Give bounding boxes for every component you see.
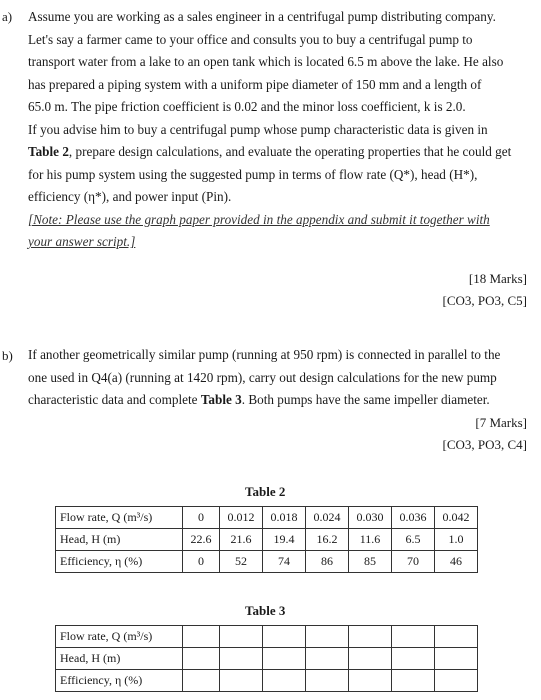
table-cell: 86: [306, 551, 349, 573]
empty-cell: [349, 670, 392, 692]
question-b-text: [28, 344, 534, 412]
empty-cell: [349, 648, 392, 670]
question-a-line: efficiency (η*), and power input (Pin).: [28, 189, 232, 204]
table-cell: 0: [183, 551, 220, 573]
table-2-caption: Table 2: [245, 484, 286, 499]
row-label: Efficiency, η (%): [56, 670, 183, 692]
table-row: [56, 670, 478, 692]
empty-cell: [392, 626, 435, 648]
empty-cell: [306, 626, 349, 648]
empty-cell: [349, 626, 392, 648]
table-cell: 0.018: [263, 507, 306, 529]
empty-cell: [220, 626, 263, 648]
row-label: Efficiency, η (%): [56, 551, 183, 573]
question-a-line: 65.0 m. The pipe friction coefficient is 0.02 and the minor loss coefficient, k is 2.0.: [28, 99, 466, 114]
table-row: [56, 626, 478, 648]
table-cell: 19.4: [263, 529, 306, 551]
question-a-line: Table 2, prepare design calculations, and evaluate the operating properties that he could get: [28, 144, 512, 159]
question-a-line: If you advise him to buy a centrifugal pump whose pump characteristic data is given in: [28, 121, 488, 137]
row-label: Flow rate, Q (m³/s): [56, 626, 183, 648]
question-a-line: Assume you are working as a sales engineer in a centrifugal pump distributing company.: [28, 9, 496, 24]
table-cell: 74: [263, 551, 306, 573]
question-a-label: a): [2, 9, 13, 24]
table-3-caption: Table 3: [245, 603, 286, 618]
table-cell: 22.6: [183, 529, 220, 551]
question-a-marks: [442, 268, 527, 312]
table-cell: 0.012: [220, 507, 263, 529]
empty-cell: [183, 626, 220, 648]
row-label: Head, H (m): [56, 648, 183, 670]
table-cell: 85: [349, 551, 392, 573]
table-row: [56, 529, 478, 551]
empty-cell: [220, 648, 263, 670]
note-line: [Note: Please use the graph paper provided in the appendix and submit it together with: [28, 211, 490, 227]
table-cell: 0.036: [392, 507, 435, 529]
table-cell: 16.2: [306, 529, 349, 551]
empty-cell: [263, 648, 306, 670]
question-b-label: b): [2, 348, 13, 363]
table-cell: 0.042: [435, 507, 478, 529]
question-b-marks: [442, 412, 527, 456]
course-outcome-label: [CO3, PO3, C4]: [442, 437, 527, 452]
table-3: [55, 625, 478, 692]
table-2-reference: Table 2: [28, 144, 69, 159]
table-cell: 0: [183, 507, 220, 529]
marks-label: [18 Marks]: [468, 271, 527, 286]
empty-cell: [263, 670, 306, 692]
question-a-line: for his pump system using the suggested pump in terms of flow rate (Q*), head (H*),: [28, 166, 478, 182]
question-a-line: Let's say a farmer came to your office and consults you to buy a centrifugal pump to: [28, 31, 473, 47]
table-row: [56, 648, 478, 670]
question-a-text: [28, 6, 534, 254]
row-label: Flow rate, Q (m³/s): [56, 507, 183, 529]
empty-cell: [435, 670, 478, 692]
table-cell: 0.024: [306, 507, 349, 529]
empty-cell: [435, 648, 478, 670]
row-label: Head, H (m): [56, 529, 183, 551]
question-b-line: characteristic data and complete Table 3. Both pumps have the same impeller diameter.: [28, 392, 490, 407]
empty-cell: [183, 648, 220, 670]
empty-cell: [183, 670, 220, 692]
question-a-line: transport water from a lake to an open tank which is located 6.5 m above the lake. He also: [28, 54, 504, 69]
table-cell: 1.0: [435, 529, 478, 551]
table-cell: 46: [435, 551, 478, 573]
question-b-line: If another geometrically similar pump (running at 950 rpm) is connected in parallel to the: [28, 347, 501, 362]
table-cell: 6.5: [392, 529, 435, 551]
table-row: [56, 551, 478, 573]
question-b-line: one used in Q4(a) (running at 1420 rpm), carry out design calculations for the new pump: [28, 369, 497, 385]
table-cell: 52: [220, 551, 263, 573]
marks-label: [7 Marks]: [475, 415, 527, 430]
empty-cell: [263, 626, 306, 648]
table-cell: 70: [392, 551, 435, 573]
table-cell: 0.030: [349, 507, 392, 529]
empty-cell: [435, 626, 478, 648]
empty-cell: [220, 670, 263, 692]
empty-cell: [392, 670, 435, 692]
table-2: [55, 506, 478, 573]
table-row: [56, 507, 478, 529]
empty-cell: [392, 648, 435, 670]
empty-cell: [306, 648, 349, 670]
course-outcome-label: [CO3, PO3, C5]: [442, 293, 527, 308]
table-cell: 21.6: [220, 529, 263, 551]
empty-cell: [306, 670, 349, 692]
question-a-line: has prepared a piping system with a uniform pipe diameter of 150 mm and a length of: [28, 76, 482, 92]
table-cell: 11.6: [349, 529, 392, 551]
table-3-reference: Table 3: [200, 392, 242, 407]
note-line: your answer script.]: [28, 234, 136, 249]
